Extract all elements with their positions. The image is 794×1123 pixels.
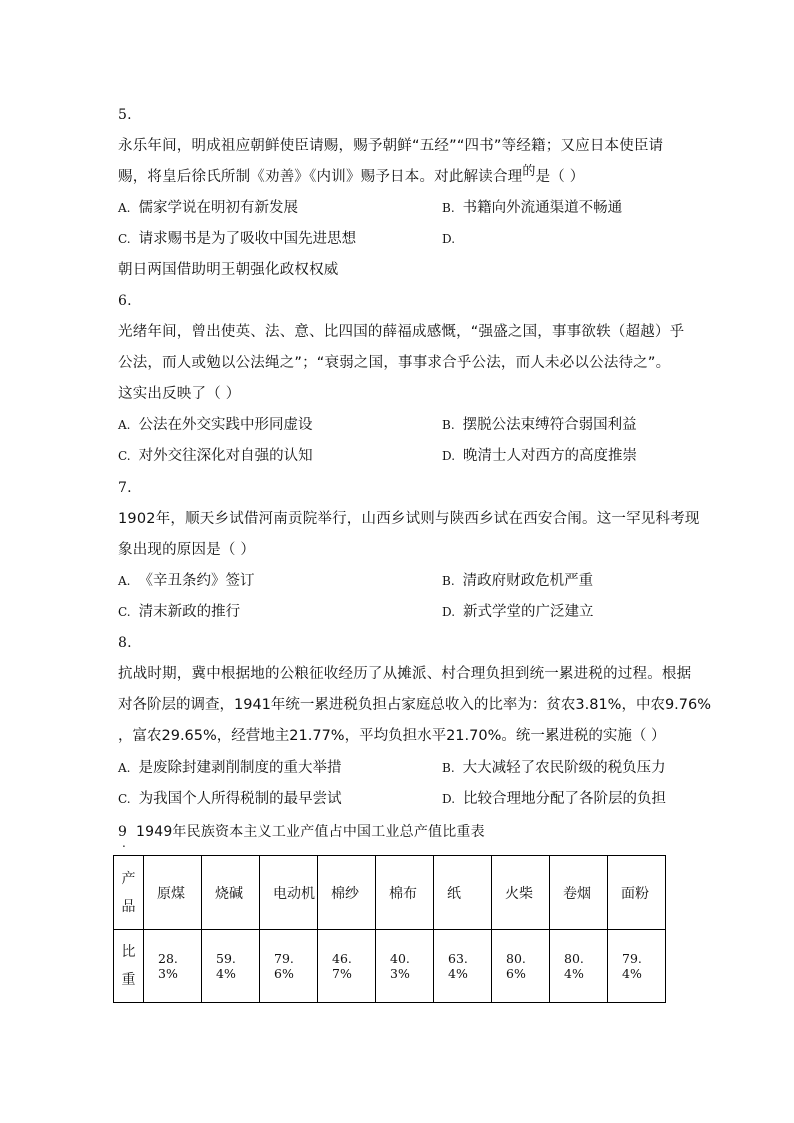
row-header-shares: 比重 (114, 930, 144, 1003)
product-cell: 原煤 (144, 856, 202, 930)
share-cell: 79. 6% (260, 930, 318, 1003)
product-cell: 棉纱 (318, 856, 376, 930)
share-cell: 59. 4% (202, 930, 260, 1003)
question-5-option-d-letter[interactable]: D. (442, 232, 456, 246)
question-9-table-title: 1949年民族资本主义工业产值占中国工业总产值比重表 (136, 824, 485, 840)
question-7-number: 7. (118, 480, 132, 496)
table-row-shares (114, 930, 666, 1003)
share-cell: 28. 3% (144, 930, 202, 1003)
question-5-stem-line-2: 赐，将皇后徐氏所制《劝善》《内训》赐予日本。对此解读合理的是（ ） (118, 164, 585, 185)
row-header-products: 产品 (114, 856, 144, 930)
question-5-option-d-text: 朝日两国借助明王朝强化政权权威 (118, 262, 339, 278)
question-5-stem-line-1: 永乐年间，明成祖应朝鲜使臣请赐，赐予朝鲜“五经”“四书”等经籍；又应日本使臣请 (118, 138, 664, 154)
question-8-stem-line-3: ，富农29.65%，经营地主21.77%，平均负担水平21.70%。统一累进税的实施（ ） (118, 728, 666, 744)
product-cell: 卷烟 (550, 856, 608, 930)
share-cell: 80. 6% (492, 930, 550, 1003)
question-5-option-a[interactable]: A. 儒家学说在明初有新发展 (118, 200, 298, 216)
product-cell: 面粉 (608, 856, 666, 930)
question-7-stem-line-1: 1902年，顺天乡试借河南贡院举行，山西乡试则与陕西乡试在西安合闱。这一罕见科考现 (118, 511, 700, 527)
question-5-option-b[interactable]: B. 书籍向外流通渠道不畅通 (442, 200, 623, 216)
question-6-option-a[interactable]: A. 公法在外交实践中形同虚设 (118, 417, 313, 433)
question-9-number-dot: . (122, 836, 127, 850)
question-7-option-a[interactable]: A. 《辛丑条约》签订 (118, 573, 255, 589)
question-6-option-b[interactable]: B. 摆脱公法束缚符合弱国利益 (442, 417, 637, 433)
product-cell: 火柴 (492, 856, 550, 930)
share-cell: 80. 4% (550, 930, 608, 1003)
share-cell: 79. 4% (608, 930, 666, 1003)
question-5-number: 5. (118, 107, 132, 123)
question-9-number: 9 (118, 824, 128, 840)
question-8-option-d[interactable]: D. 比较合理地分配了各阶层的负担 (442, 791, 667, 807)
share-cell: 46. 7% (318, 930, 376, 1003)
question-6-stem-line-3: 这实出反映了（ ） (118, 386, 241, 402)
question-5-option-c[interactable]: C. 请求赐书是为了吸收中国先进思想 (118, 231, 357, 247)
share-cell: 40. 3% (376, 930, 434, 1003)
product-cell: 棉布 (376, 856, 434, 930)
question-6-option-d[interactable]: D. 晚清士人对西方的高度推崇 (442, 448, 638, 464)
question-6-stem-line-1: 光绪年间，曾出使英、法、意、比四国的薛福成感慨，“强盛之国，事事欲轶（超越）乎 (118, 324, 685, 340)
question-6-stem-line-2: 公法，而人或勉以公法绳之”；“衰弱之国，事事求合乎公法，而人未必以公法待之”。 (118, 355, 671, 371)
question-8-number: 8. (118, 635, 132, 651)
question-8-stem-line-1: 抗战时期，冀中根据地的公粮征收经历了从摊派、村合理负担到统一累进税的过程。根据 (118, 666, 692, 682)
question-8-option-a[interactable]: A. 是废除封建剥削制度的重大举措 (118, 760, 342, 776)
question-8-stem-line-2: 对各阶层的调查，1941年统一累进税负担占家庭总收入的比率为：贫农3.81%，中农9.76% (118, 697, 712, 713)
share-cell: 63. 4% (434, 930, 492, 1003)
question-7-option-b[interactable]: B. 清政府财政危机严重 (442, 573, 594, 589)
question-7-stem-line-2: 象出现的原因是（ ） (118, 542, 256, 558)
question-6-number: 6. (118, 293, 132, 309)
question-7-option-d[interactable]: D. 新式学堂的广泛建立 (442, 604, 594, 620)
question-7-option-c[interactable]: C. 清末新政的推行 (118, 604, 241, 620)
table-row-products (114, 856, 666, 930)
product-cell: 电动机 (260, 856, 318, 930)
question-6-option-c[interactable]: C. 对外交往深化对自强的认知 (118, 448, 313, 464)
product-cell: 纸 (434, 856, 492, 930)
question-8-option-b[interactable]: B. 大大减轻了农民阶级的税负压力 (442, 760, 666, 776)
product-cell: 烧碱 (202, 856, 260, 930)
industry-share-table (113, 855, 666, 1003)
question-8-option-c[interactable]: C. 为我国个人所得税制的最早尝试 (118, 791, 342, 807)
